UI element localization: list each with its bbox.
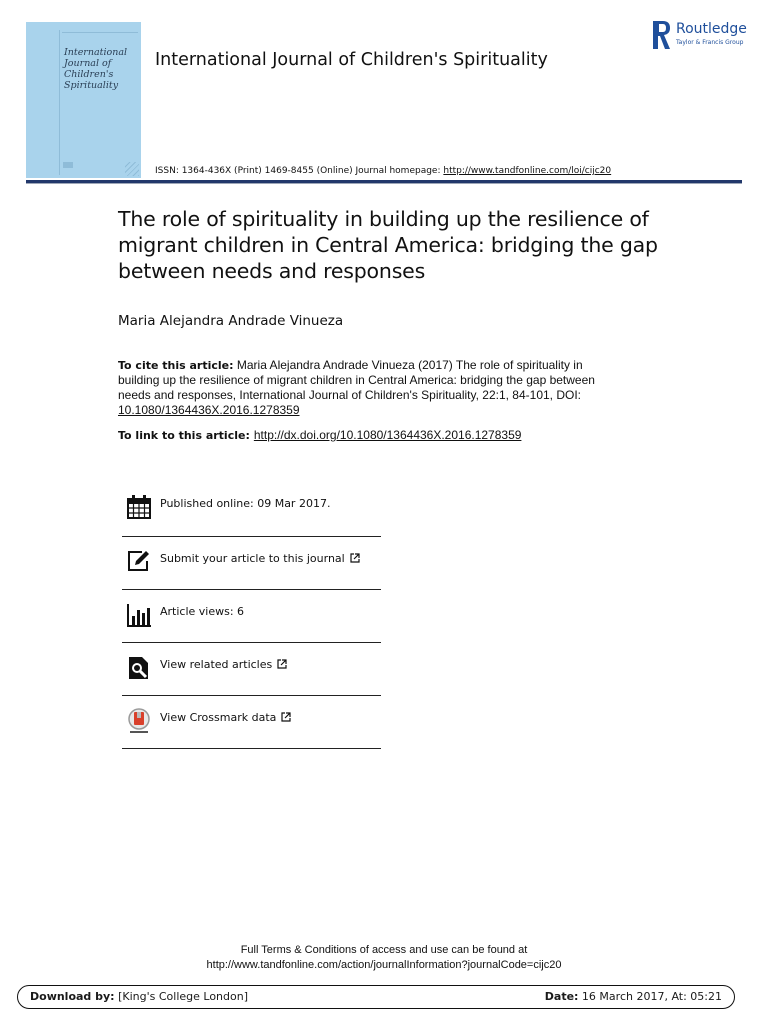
publisher-name: Routledge: [676, 21, 747, 37]
routledge-logo-icon: [653, 21, 671, 49]
journal-name: International Journal of Children's Spirituality: [155, 50, 548, 70]
info-row-crossmark[interactable]: [122, 696, 381, 749]
info-row-submit[interactable]: [122, 537, 381, 590]
download-info-bar: [17, 985, 735, 1009]
article-title: The role of spirituality in building up the resilience of migrant children in Central America: bridging the gap between needs and responses: [118, 207, 658, 283]
external-link-icon: [277, 659, 287, 669]
publisher-logo: [653, 21, 753, 51]
info-row-views: [122, 590, 381, 643]
article-views-text: Article views: 6: [160, 605, 245, 618]
submit-article-link[interactable]: Submit your article to this journal: [160, 552, 360, 565]
info-row-published: [122, 482, 381, 537]
publisher-sub: Taylor & Francis Group: [676, 39, 744, 46]
link-line: [118, 428, 521, 442]
published-online-text: Published online: 09 Mar 2017.: [160, 497, 331, 510]
terms-notice: [0, 943, 768, 973]
info-row-related[interactable]: [122, 643, 381, 696]
external-link-icon: [350, 553, 360, 563]
article-author: Maria Alejandra Andrade Vinueza: [118, 313, 344, 329]
search-document-icon: [126, 655, 152, 681]
related-articles-link[interactable]: View related articles: [160, 658, 287, 671]
citation-block: [118, 358, 618, 418]
cover-title: International Journal of Children's Spirituality: [64, 47, 128, 91]
article-doi-link[interactable]: http://dx.doi.org/10.1080/1364436X.2016.1278359: [253, 428, 522, 442]
article-info-list: [122, 482, 381, 749]
citation-doi-link[interactable]: 10.1080/1364436X.2016.1278359: [118, 403, 300, 417]
terms-url-link[interactable]: http://www.tandfonline.com/action/journalInformation?journalCode=cijc20: [206, 959, 562, 971]
crossmark-link[interactable]: View Crossmark data: [160, 711, 291, 724]
issn-line: ISSN: 1364-436X (Print) 1469-8455 (Online) Journal homepage: http://www.tandfonline.com/loi/cijc20: [155, 166, 612, 176]
calendar-icon: [126, 494, 152, 520]
link-label: To link to this article:: [118, 429, 250, 442]
cover-top-strip: [62, 26, 138, 33]
cover-divider: [59, 30, 60, 175]
cover-publisher-mark: [63, 162, 73, 168]
journal-cover-image: [26, 22, 141, 178]
bar-chart-icon: [126, 602, 152, 628]
download-date: Date: 16 March 2017, At: 05:21: [544, 990, 722, 1003]
citation-text: Maria Alejandra Andrade Vinueza (2017) The role of spirituality in building up the resilience of migrant children in Central America: bridging the gap between needs and responses, International Journal of Children's Spirituality, 22:1, 84-101, DOI:: [118, 358, 595, 402]
external-link-icon: [281, 712, 291, 722]
download-by: Download by: [King's College London]: [30, 990, 249, 1003]
terms-line-1: Full Terms & Conditions of access and use can be found at: [240, 944, 528, 956]
cover-corner-pattern: [125, 162, 139, 176]
crossmark-icon: [126, 708, 152, 734]
journal-homepage-link[interactable]: http://www.tandfonline.com/loi/cijc20: [443, 166, 612, 176]
pencil-edit-icon: [126, 549, 152, 575]
citation-label: To cite this article:: [118, 359, 234, 372]
header-rule-thin: [26, 183, 742, 184]
